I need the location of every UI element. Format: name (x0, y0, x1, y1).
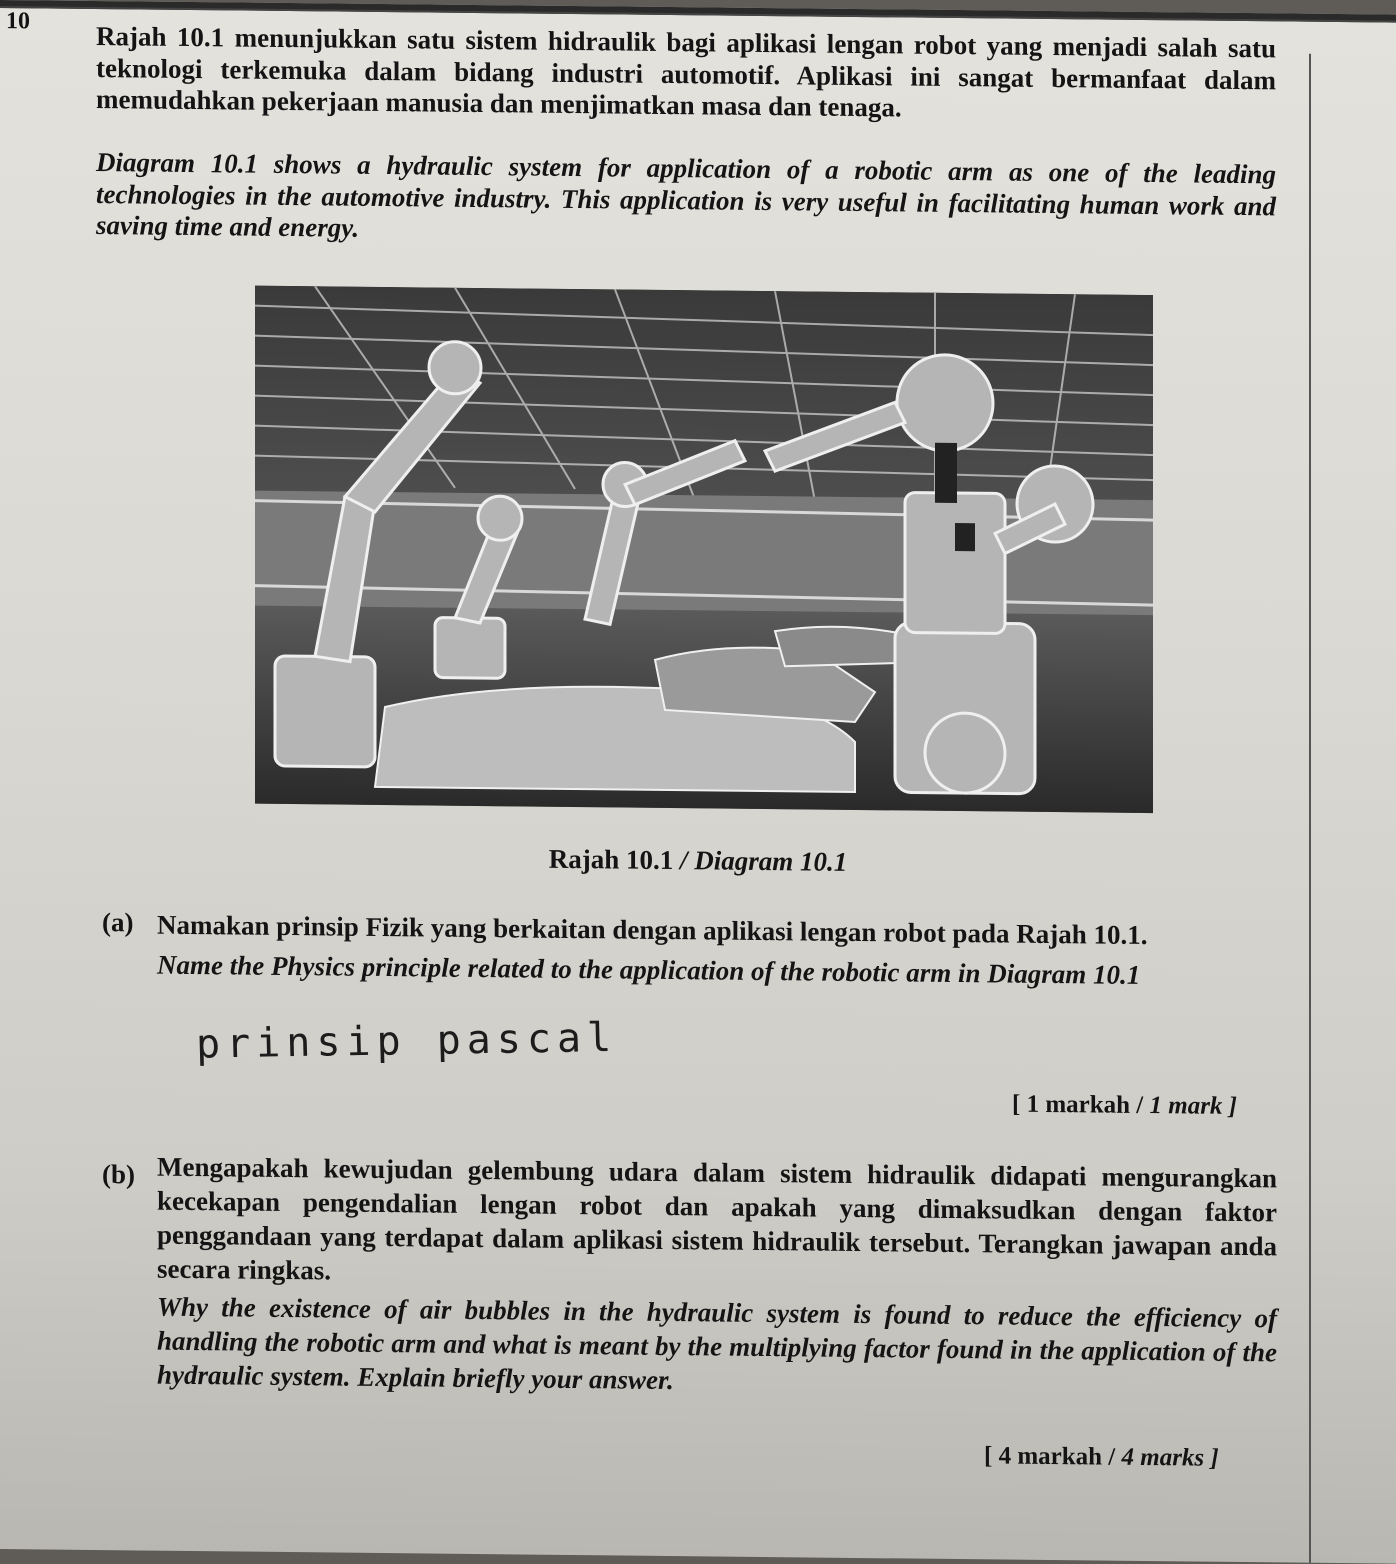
handwritten-answer: prinsip pascal (195, 1014, 618, 1068)
caption-english: Diagram 10.1 (694, 845, 848, 877)
caption-malay: Rajah 10.1 (548, 843, 674, 876)
intro-english: Diagram 10.1 shows a hydraulic system for application of a robotic arm as one of the leading technologies in the automotive industry. This application is very useful in facilitating human work and saving time and energy. (96, 147, 1276, 243)
part-a-question-english: Name the Physics principle related to the application of the robotic arm in Diagram 10.1 (157, 949, 1141, 990)
part-b-label: (b) (102, 1159, 135, 1190)
part-b-question-english: Why the existence of air bubbles in the hydraulic system is found to reduce the efficiency of handling the robotic arm and what is meant by the multiplying factor found in the application of the hydraulic system. Explain briefly your answer. (157, 1291, 1277, 1396)
part-a-question-malay: Namakan prinsip Fizik yang berkaitan dengan aplikasi lengan robot pada Rajah 10.1. (157, 909, 1148, 951)
part-a-label: (a) (102, 907, 134, 938)
question-number: 10 (6, 8, 30, 35)
part-b-marks-english: 4 marks ] (1121, 1443, 1219, 1472)
part-b-marks (984, 1442, 1219, 1472)
figure-caption (0, 838, 1396, 884)
robotic-arm-photo (255, 286, 1153, 813)
margin-rule (1309, 54, 1311, 1563)
part-b-question-malay: Mengapakah kewujudan gelembung udara dalam sistem hidraulik didapati mengurangkan kecekapan pengendalian lengan robot dan apakah yang dimaksudkan dengan faktor penggandaan yang terdapat dalam aplikasi sistem hidraulik tersebut. Terangkan jawapan anda secara ringkas. (157, 1151, 1277, 1286)
part-a-marks-english: 1 mark ] (1149, 1092, 1237, 1120)
part-a-marks-malay: [ 1 markah / (1012, 1090, 1144, 1119)
factory-robots-image (255, 286, 1153, 813)
intro-malay: Rajah 10.1 menunjukkan satu sistem hidraulik bagi aplikasi lengan robot yang menjadi salah satu teknologi terkemuka dalam bidang industri automotif. Aplikasi ini sangat bermanfaat dalam memudahkan pekerjaan manusia dan menjimatkan masa dan tenaga. (96, 21, 1276, 123)
part-a-marks (1012, 1091, 1237, 1121)
caption-separator: / (673, 845, 695, 876)
part-b-marks-malay: [ 4 markah / (984, 1442, 1116, 1471)
